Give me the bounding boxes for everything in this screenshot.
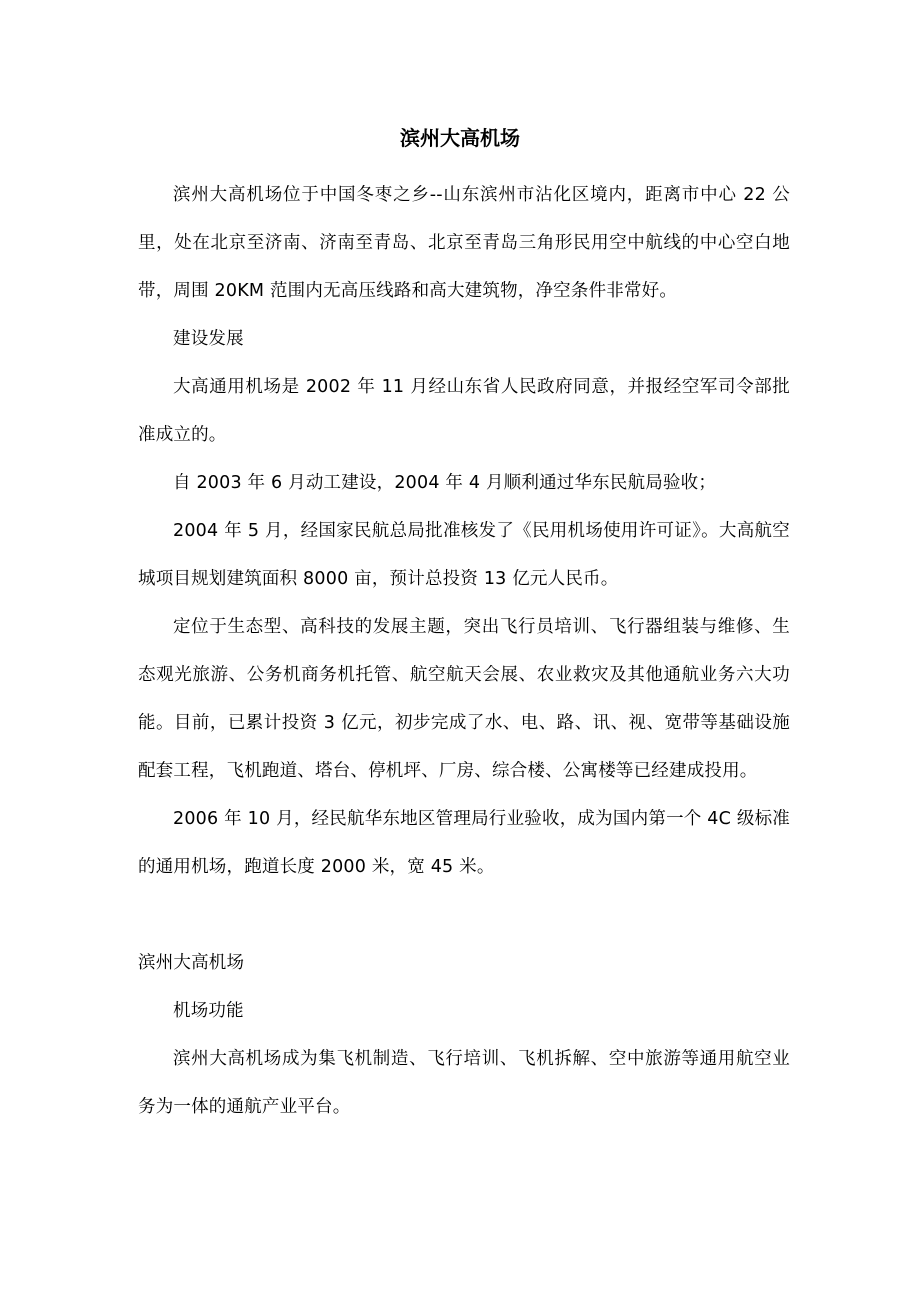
blank-line <box>138 891 790 939</box>
paragraph-certification: 2006 年 10 月，经民航华东地区管理局行业验收，成为国内第一个 4C 级标准的通用机场，跑道长度 2000 米，宽 45 米。 <box>138 809 790 877</box>
document-title: 滨州大高机场 <box>400 126 520 150</box>
paragraph-positioning: 定位于生态型、高科技的发展主题，突出飞行员培训、飞行器组装与维修、生态观光旅游、公务机商务机托管、航空航天会展、农业救灾及其他通航业务六大功能。目前，已累计投资 3 亿元，初步完成了水、电、路、讯、视、宽带等基础设施配套工程，飞机跑道、塔台、停机坪、厂房、综合楼、公寓楼等已经建成投用。 <box>138 617 790 781</box>
document-body <box>138 171 790 1131</box>
subheading-functions: 机场功能 <box>173 1001 244 1021</box>
section-heading-development: 建设发展 <box>173 329 244 349</box>
intro-paragraph: 滨州大高机场位于中国冬枣之乡--山东滨州市沾化区境内，距离市中心 22 公里，处在北京至济南、济南至青岛、北京至青岛三角形民用空中航线的中心空白地带，周围 20KM 范围内无高压线路和高大建筑物，净空条件非常好。 <box>138 185 790 301</box>
section-label: 滨州大高机场 <box>138 953 245 973</box>
paragraph-approval: 大高通用机场是 2002 年 11 月经山东省人民政府同意，并报经空军司令部批准成立的。 <box>138 377 790 445</box>
paragraph-license: 2004 年 5 月，经国家民航总局批准核发了《民用机场使用许可证》。大高航空城项目规划建筑面积 8000 亩，预计总投资 13 亿元人民币。 <box>138 521 790 589</box>
closing-paragraph: 滨州大高机场成为集飞机制造、飞行培训、飞机拆解、空中旅游等通用航空业务为一体的通航产业平台。 <box>138 1049 790 1117</box>
paragraph-construction: 自 2003 年 6 月动工建设，2004 年 4 月顺利通过华东民航局验收； <box>173 473 717 493</box>
